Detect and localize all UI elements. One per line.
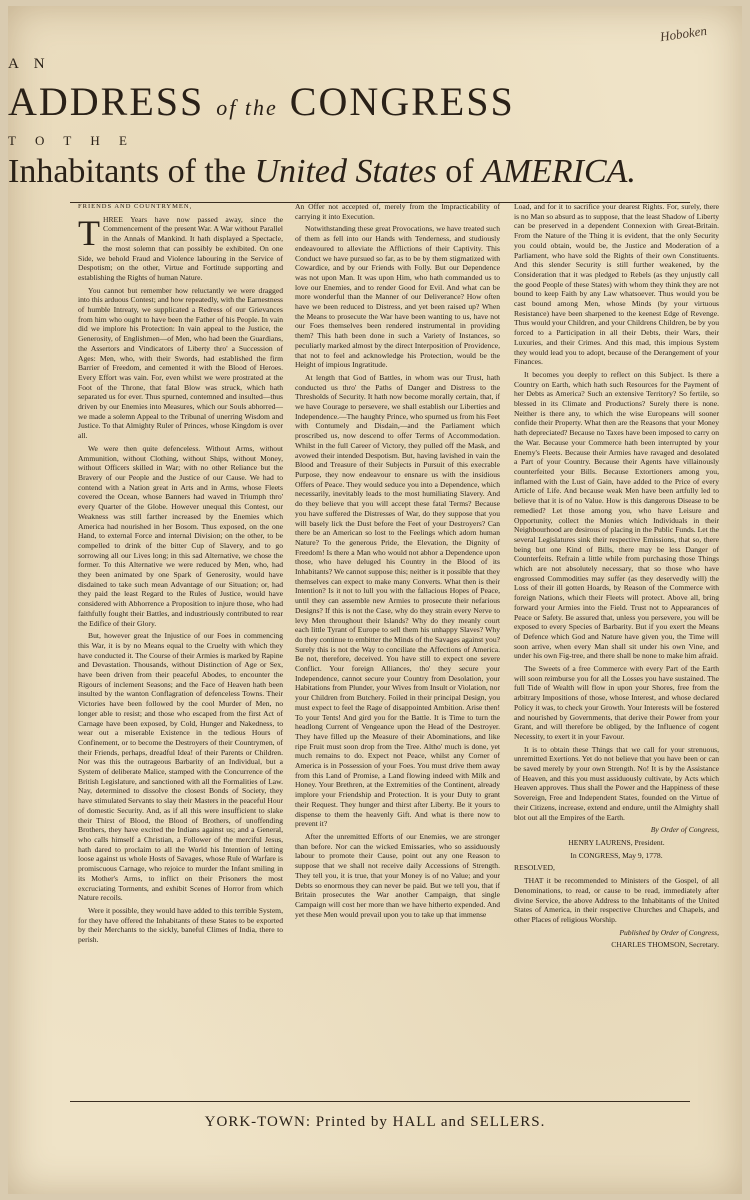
column3-paragraph: Load, and for it to sacrifice your dearest Rights. For, surely, there is no Man so absurd as to suppose, that the least Shadow of Liberty can be preserved in a dependent Connexion with Great-Britain. From the Nature of the Thing it is evident, that the only Security you could obtain, would be, the Justice and Moderation of a Parliament, who have sold the Rights of their own Constituents. And this slender Security is still further weakened, by the Consideration that it was pledged to Rebels (as they unjustly call the good People of these States) with whom they think they are not bound to keep Faith by any Law whatsoever. Thus would you be cast bound among Men, whose Minds (by your virtuous Resistance) have been sharpened to the keenest Edge of Revenge. Thus would your Children, and your Childrens Children, be by you forced to a Participation in all their Debts, their Wars, their Luxuries, and their Crimes. And this mad, this impious System they would lead you to adopt, because of the Derangement of your Finances. (514, 202, 719, 367)
column3-paragraph: It becomes you deeply to reflect on this Subject. Is there a Country on Earth, which hath such Resources for the Payment of her Debts as America? Such an extensive Territory? So fertile, so blessed in its Climate and Productions? Surely there is none. Neither is there any, to which the wise Europeans will sooner confide their Property. What then are the Reasons that your Money hath depreciated? Because no Taxes have been imposed to carry on the War. Because your Commerce hath been interrupted by your Enemy's Fleets. Because their Armies have ravaged and desolated a Part of your Country. Because their Agents have villainously counterfeited your Bills. Because Extortioners among you, inflamed with the Lust of Gain, have added to the Price of every Article of Life. And because weak Men have been artfully led to believe that it is of no Value. How is this dangerous Disease to be remedied? Let those among you, who have Leisure and Opportunity, collect the Monies which Individuals in their Neighbourhood are desirous of placing in the Public Funds. Let the several Legislatures sink their respective Emissions, that so, there being but one Kind of Bills, there may be less Danger of Counterfeits. Refrain a little while from purchasing those Things which are not absolutely necessary, that so those who have engrossed Commodities may suffer (as they deservedly will) the Loss of their ill gotten Hoards, by Reason of the Commerce with foreign Nations, which their Fleets will protect. Above all, bring forward your Armies into the Field. Trust not to Appearances of Peace or Safety. Be assured that, unless you persevere, you will be exposed to every Species of Barbarity. But if you exert the Means of Defence which God and Nature have given you, the Time will soon arrive, when every Man shall sit under his own Vine, and under his own Fig-tree, and there shall be none to make him afraid. (514, 369, 719, 661)
column-one (78, 202, 283, 948)
handwritten-annotation: Hoboken (659, 22, 708, 45)
title-address-line (8, 78, 742, 125)
column2-paragraph: An Offer not accepted of, merely from the Impracticability of carrying it into Execution. (295, 202, 500, 221)
by-order-line: By Order of Congress, (650, 825, 719, 835)
resolution-text: THAT it be recommended to Ministers of the Gospel, of all Denominations, to read, or cause to be read, immediately after divine Service, the above Address to the Inhabitants of the United States of America, in their respective Churches and Chapels, and other Places of religious Worship. (514, 876, 719, 924)
title-an: A N (8, 56, 51, 72)
column3-paragraph: It is to obtain these Things that we call for your strenuous, unremitted Exertions. Yet do not believe that you have been or can be saved merely by your own Strength. No! It is by the Assistance of Heaven, and this you must assiduously cultivate, by Acts which Heaven approves. Thus shall the Power and the Happiness of these Sovereign, Free and Independent States, founded on the Virtue of their Citizens, increase, extend and endure, until the Almighty shall blot out all the Empires of the Earth. (514, 744, 719, 822)
date-line: In CONGRESS, May 9, 1778. (570, 850, 663, 860)
broadside-sheet (8, 6, 742, 1194)
column1-paragraph: But, however great the Injustice of our Foes in commencing this War, it is by no Means equal to the Cruelty with which they have conducted it. The Course of their Armies is marked by Rapine and Devastation. Thousands, without Distinction of Age or Sex, have been driven from their peaceful Abodes, to encounter the Rigours of inclement Seasons; and the Face of Heaven hath been insulted by the wanton Conflagration of defenceless Towns. Their Victories have been followed by the cool Murder of Men, no longer able to resist; and those who escaped from the first Act of Carnage have been exposed, by Cold, Hunger and Nakedness, to wear out a miserable Existence in the tedious Hours of Confinement, or to become the Destroyers of their Countrymen, of their Friends, perhaps, dreadful Idea! of their Parents or Children. Nor was this the outrageous Barbarity of an Individual, but a System of deliberate Malice, stamped with the Concurrence of the British Legislature, and sanctioned with all the Formalities of Law. Nay, determined to dissolve the closest Bonds of Society, they have stimulated Servants to slay their Masters in the peaceful Hour of domestic Security. And, as if all this were insufficient to slake their Thirst of Blood, the Blood of Brothers, of unoffending Brothers, they have excited the Indians against us; and a General, who calls himself a Christian, a Follower of the merciful Jesus, hath dared to proclaim to all the World his Intention of letting loose against us whole Hosts of Savages, whose Rule of Warfare is promiscuous Carnage, who rejoice to murder the Infant smiling in its Mother's Arms, to inflict on their Prisoners the most excruciating Torments, and exhibit Scenes of Horror from which Nature recoils. (78, 631, 283, 903)
title-united-states: United States (254, 153, 437, 190)
column1-p1-text: HREE Years have now passed away, since the Commencement of the present War. A War without Parallel in the Annals of Mankind. It hath displayed a Spectacle, the most solemn that can possibly be exhibited. On one Side, we behold Fraud and Violence labouring in the Service of Despotism; on the other, Virtue and Fortitude supporting and establishing the Rights of human Nature. (78, 214, 283, 282)
title-congress: CONGRESS (289, 79, 515, 124)
column2-paragraph: After the unremitted Efforts of our Enemies, we are stronger than before. Nor can the wicked Emissaries, who so assiduously labour to promote their Cause, point out any one Reason to suppose that we shall not receive daily Accessions of Strength. They tell you, it is true, that your Money is of no Value; and your Debts so enormous they can never be paid. But we tell you, that if Britain prosecutes the War another Campaign, that single Campaign will cost her more than we have hitherto expended. And yet these Men would prevail upon you to take up that immense (295, 832, 500, 919)
title-of-the: of the (216, 95, 278, 120)
column3-paragraph: The Sweets of a free Commerce with every Part of the Earth will soon reimburse you for all the Losses you have sustained. The full Tide of Wealth will flow in upon your Shores, free from the arbitrary Impositions of those, whose Interest, and whose declared Policy it was, to check your Growth. Your Interests will be fostered and nourished by Governments, that derive their Power from your Grant, and will therefore be obliged, by the Influence of cogent Necessity, to exert it in your Favour. (514, 664, 719, 741)
printer-imprint: YORK-TOWN: Printed by HALL and SELLERS. (204, 1114, 546, 1130)
title-to-the: T O T H E (8, 133, 135, 148)
title-inhabitants-line (8, 153, 742, 191)
salutation: FRIENDS AND COUNTRYMEN, (78, 203, 193, 210)
secretary-line: CHARLES THOMSON, Secretary. (611, 940, 719, 950)
resolved-heading: RESOLVED, (514, 863, 555, 873)
signer-line: HENRY LAURENS, President. (568, 838, 665, 847)
published-line: Published by Order of Congress, (619, 927, 719, 937)
column1-paragraph: We were then quite defenceless. Without Arms, without Ammunition, without Clothing, without Ships, without Money, without Officers skilled in War; with no other Reliance but the Bravery of our People and the Justice of our Cause. We had to contend with a Nation great in Arts and in Arms, whose Fleets covered the Ocean, whose Banners had waved in Triumph thro' every Quarter of the Globe. However unequal this Contest, our Weakness was still farther increased by the Enemies which America had nourished in her Bosom. Thus exposed, on the one Hand, to external Force and internal Division; on the other, to be compelled to drink of the bitter Cup of Slavery, and to go sorrowing all our Lives long; in this sad Alternative, we chose the former. To this Alternative we were reduced by Men, who, had they been animated by one Spark of Generosity, would have disdained to take such mean Advantage of our Situation; or, had they paid the least Regard to the Rules of Justice, would have considered with Abhorrence a Proposition to injure those, who had faithfully fought their Battles, and industriously contributed to rear the Edifice of their Glory. (78, 443, 283, 628)
title-inhabitants: Inhabitants of the (8, 153, 246, 190)
bottom-rule (70, 1101, 690, 1102)
title-of: of (445, 153, 474, 190)
column1-paragraph: You cannot but remember how reluctantly we were dragged into this arduous Contest; and how repeatedly, with the Earnestness of humble Intreaty, we supplicated a Redress of our Grievances from him who ought to have been the Father of his People. In vain did we implore his Protection: In vain appeal to the Justice, the Generosity, of Englishmen—of Men, who had been the Guardians, the Assertors and Vindicators of Liberty thro' a Succession of Ages: Men, who, with their Swords, had established the firm Barrier of Freedom, and cemented it with the Blood of Heroes. Every Effort was vain. For, even whilst we were prostrated at the Foot of the Throne, that fatal Blow was struck, which hath separated us for ever. Thus spurned, contemned and insulted—thus driven by our Enemies into Measures, which our Souls abhorred—we made a solemn Appeal to the Tribunal of unerring Wisdom and Justice. To that Almighty Ruler of Princes, whose Kingdom is over all. (78, 285, 283, 441)
title-america: AMERICA. (482, 153, 636, 190)
column-two (295, 202, 500, 922)
column2-paragraph: Notwithstanding these great Provocations, we have treated such of them as fell into our Hands with Tenderness, and studiously endeavoured to alleviate the Afflictions of their Captivity. This Conduct we have pursued so far, as to be by them stigmatized with Cowardice, and by our Friends with Folly. But our Dependence was not upon Man. It was upon Him, who hath commanded us to love our Enemies, and to render Good for Evil. And what can be more wonderful than the Manner of our Deliverance? How often have we been reduced to Distress, and yet been raised up? When the Means to prosecute the War have been wanting to us, have not our Foes themselves been rendered instrumental in providing them? This hath been done in such a Variety of Instances, so peculiarly marked almost by the direct Interposition of Providence, that not to feel and acknowledge his Protection, would be the Height of impious Ingratitude. (295, 224, 500, 370)
column1-paragraph (78, 212, 283, 283)
column-three (514, 202, 719, 953)
title-address-word: ADDRESS (8, 79, 205, 124)
drop-cap: T (78, 212, 100, 253)
column2-paragraph: At length that God of Battles, in whom was our Trust, hath conducted us thro' the Paths of Danger and Distress to the Thresholds of Security. It hath now become morally certain, that, if we have Courage to persevere, we shall establish our Liberties and Independence.—The haughty Prince, who spurned us from his Feet with Contumely and Disdain,—and the Parliament which proscribed us, now descend to offer Terms of Accommodation. Whilst in the full Career of Victory, they pulled off the Mask, and avowed their intended Despotism. But, having lavished in vain the Blood and Treasure of their Subjects in Pursuit of this execrable Purpose, they now endeavour to ensnare us with the insidious Offers of Peace. They would seduce you into a Dependence, which necessarily, inevitably leads to the most humiliating Slavery. And do they believe that you will accept these fatal Terms? Because you have suffered the Distresses of War, do they suppose that you will basely lick the Dust before the Feet of your Destroyers? Can there be an American so lost to the Feelings which adorn human Nature? To the generous Pride, the Elevation, the Dignity of Freedom! Is there a Man who would not abhor a Dependence upon those, who have deluged his Country in the Blood of its Inhabitants? We cannot suppose this; neither is it possible that they themselves can expect to make many Converts. What then is their Intention? Is it not to lull you with the fallacious Hopes of Peace, until they can assemble new Armies to prosecute their nefarious Designs? If this is not the Case, why do they strain every Nerve to levy Men throughout their Islands? Why do they meanly court each little Tyrant of Europe to sell them his unhappy Slaves? Why do they continue to embitter the Minds of the Savages against you? Surely this is not the Way to conciliate the Affections of America. Be not, therefore, deceived. You have still to expect one severe Conflict. Your foreign Alliances, tho' they secure your Independence, cannot secure your Country from Desolation, your Habitations from Plunder, your Wives from Insult or Violation, nor your Children from Butchery. Foiled in their principal Design, you must expect to feel the Rage of disappointed Ambition. Arise then! To your Tents! And gird you for the Battle. It is Time to turn the headlong Current of Vengeance upon the Head of the Destroyer. They have filled up the Measure of their Abominations, and like ripe Fruit must soon drop from the Tree. Altho' much is done, yet much remains to do. Expect not Peace, whilst any Corner of America is in Possession of your Foes. You must drive them away from this Land of Promise, a Land flowing indeed with Milk and Honey. Your Brethren, at the Extremities of the Continent, already implore your Friendship and Protection. It is your Duty to grant their Request. They hunger and thirst after Liberty. Be it yours to dispense to them the heavenly Gift. And what is there now to prevent it? (295, 372, 500, 829)
column1-paragraph: Were it possible, they would have added to this terrible System, for they have offered the Inhabitants of these States to be exported by their Merchants to the sickly, baneful Climes of India, there to perish. (78, 905, 283, 945)
